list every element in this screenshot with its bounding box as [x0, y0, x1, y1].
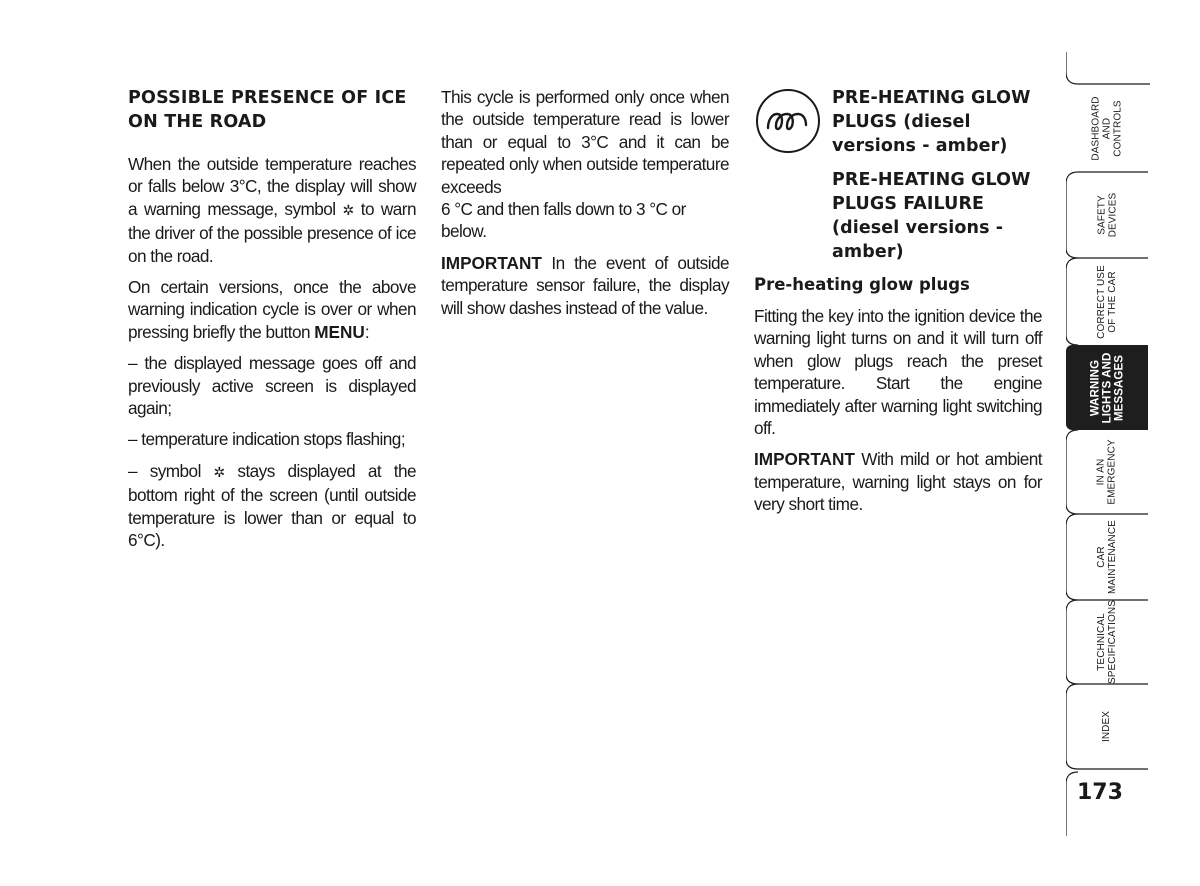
important-keyword: IMPORTANT	[441, 252, 542, 273]
section-index-tabs	[1066, 52, 1150, 836]
subheading-glow-plugs: Pre-heating glow plugs	[754, 275, 970, 294]
list-item-symbol-stays: – symbol ✲ stays displayed at the bottom right of the screen (until outside temperature is lower than or equal to 6°C).	[128, 460, 416, 551]
tab-in-an-emergency[interactable]: IN AN EMERGENCY	[1095, 439, 1118, 505]
tab-technical-specifications[interactable]: TECHNICAL SPECIFICATIONS	[1096, 599, 1119, 685]
tab-car-maintenance[interactable]: CAR MAINTENANCE	[1095, 520, 1118, 594]
warning-title-glow-plugs: PRE-HEATING GLOW PLUGS (diesel versions - amber)	[832, 88, 1031, 156]
page-number: 173	[1077, 780, 1123, 805]
paragraph-sensor-failure: IMPORTANT In the event of outside temperature sensor failure, the display will show dashes instead of the value.	[441, 252, 729, 318]
list-item-stops-flashing: – temperature indication stops flashing;	[128, 429, 406, 450]
paragraph-glow-plugs: Fitting the key into the ignition device the warning light turns on and it will turn off when glow plugs reach the preset temperature. Start the engine immediately after warning light switching off.	[754, 306, 1042, 439]
tab-correct-use-of-the-car[interactable]: CORRECT USE OF THE CAR	[1095, 264, 1118, 339]
section-heading-ice: POSSIBLE PRESENCE OF ICE ON THE ROAD	[128, 88, 407, 132]
tab-index[interactable]: INDEX	[1101, 710, 1113, 743]
middle-column	[441, 86, 729, 328]
tab-dashboard-and-controls[interactable]: DASHBOARD AND CONTROLS	[1090, 95, 1124, 161]
paragraph-menu-button: On certain versions, once the above warning indication cycle is over or when pressing briefly the button MENU:	[128, 277, 416, 342]
list-item-message-off: – the displayed message goes off and previously active screen is displayed again;	[128, 353, 416, 419]
tab-safety-devices[interactable]: SAFETY DEVICES	[1095, 192, 1118, 238]
right-column	[754, 86, 1042, 525]
tab-warning-lights-and-messages[interactable]: WARNING LIGHTS AND MESSAGES	[1066, 345, 1148, 430]
paragraph-ice-warning: When the outside temperature reaches or falls below 3°C, the display will show a warning message, symbol ✲ to warn the driver of the possible presence of ice on the road.	[128, 154, 416, 266]
glow-plug-coil-icon	[754, 86, 822, 154]
snowflake-icon: ✲	[342, 202, 354, 219]
paragraph-cycle-continued: 6 °C and then falls down to 3 °C or below.	[441, 199, 686, 242]
warning-title-glow-plugs-failure: PRE-HEATING GLOW PLUGS FAILURE (diesel versions - amber)	[832, 170, 1031, 262]
warning-light-block	[754, 86, 1042, 264]
paragraph-mild-temperature: IMPORTANT With mild or hot ambient temperature, warning light stays on for very short time.	[754, 449, 1042, 515]
snowflake-icon: ✲	[213, 464, 225, 481]
left-column	[128, 86, 416, 561]
menu-keyword: MENU	[314, 321, 365, 342]
paragraph-cycle: This cycle is performed only once when the outside temperature read is lower than or equal to 3°C and it can be repeated only when outside temperature exceeds	[441, 87, 729, 197]
important-keyword: IMPORTANT	[754, 449, 855, 470]
